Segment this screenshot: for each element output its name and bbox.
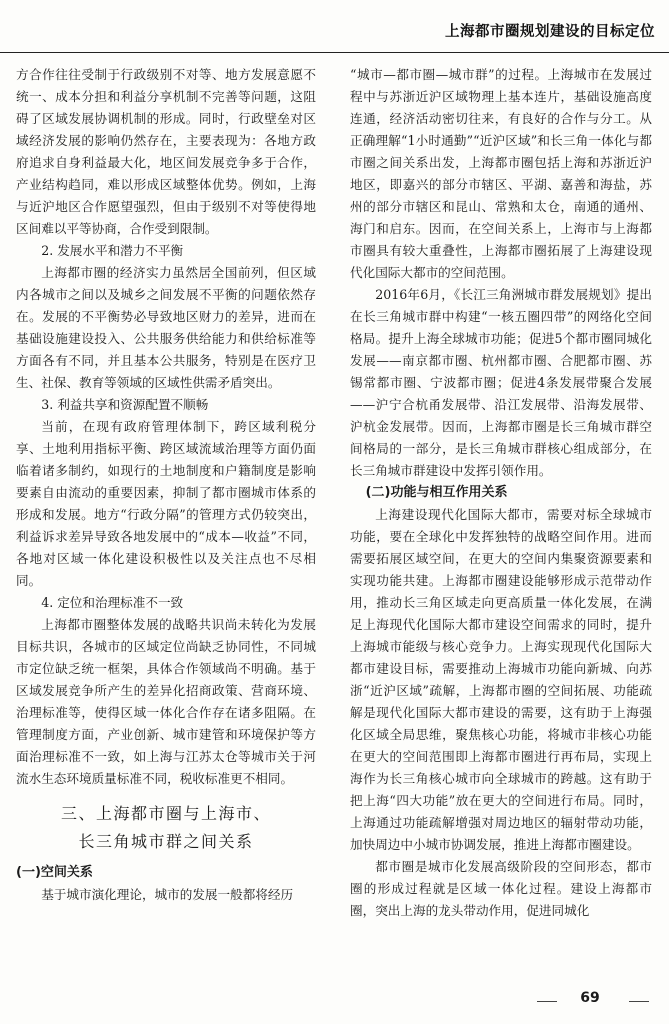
paragraph: 上海建设现代化国际大都市，需要对标全球城市功能，要在全球化中发挥独特的战略空间作用。进而需要拓展区域空间，在更大的空间内集聚资源要素和实现功能共建。上海都市圈建设能够形成示范带动作用，推动长三角区域走向更高质量一体化发展，在满足上海现代化国际大都市建设空间需求的同时，提升上海城市能级与核心竞争力。上海实现现代化国际大都市建设目标，需要推动上海城市功能向新城、向苏浙“近沪区域”疏解，上海都市圈的空间拓展、功能疏解是现代化国际大都市建设的需要，这有助于上海强化区域全局思维，聚焦核心功能，将城市非核心功能在更大的空间范围即上海都市圈进行再布局，实现上海作为长三角核心城市向全球城市的跨越。这有助于把上海“四大功能”放在更大的空间进行布局。同时，上海通过功能疏解增强对周边地区的辐射带动功能，加快周边中小城市协调发展，推进上海都市圈建设。	[350, 507, 652, 852]
section-heading-line-1: 三、上海都市圈与上海市、	[60, 804, 271, 823]
paragraph: 上海都市圈整体发展的战略共识尚未转化为发展目标共识，各城市的区域定位尚缺乏协同性，不同城市定位缺乏统一框架，具体合作领域尚不明确。基于区域发展竞争所产生的差异化招商政策、营商环境、治理标准等，使得区域一体化合作存在诸多阻隔。在管理制度方面，产业创新、城市建管和环境保护等方面治理标准不一致，如上海与江苏太仓等城市关于河流水生态环境质量标准不同，税收标准更不相同。	[16, 617, 316, 786]
section-heading-line-2: 长三角城市群之间关系	[78, 832, 254, 851]
numbered-heading: 4. 定位和治理标准不一致	[41, 595, 184, 610]
right-column	[350, 64, 652, 964]
paragraph: 2016年6月，《长江三角洲城市群发展规划》提出在长三角城市群中构建“一核五圈四带”的网络化空间格局。提升上海全球城市功能；促进5个都市圈同城化发展——南京都市圈、杭州都市圈、合肥都市圈、苏锡常都市圈、宁波都市圈；促进4条发展带聚合发展——沪宁合杭甬发展带、沿江发展带、沿海发展带、沪杭金发展带。因而，上海都市圈是长三角城市群空间格局的一部分，是长三角城市群核心组成部分，在长三角城市群建设中发挥引领作用。	[350, 287, 652, 478]
section-heading	[16, 800, 316, 856]
paragraph: 都市圈是城市化发展高级阶段的空间形态，都市圈的形成过程就是区域一体化过程。建设上海都市圈，突出上海的龙头带动作用，促进同城化	[350, 859, 652, 918]
paragraph: 当前，在现有政府管理体制下，跨区域利税分享、土地利用指标平衡、跨区域流域治理等方面仍面临着诸多制约，如现行的土地制度和户籍制度是影响要素自由流动的重要因素，抑制了都市圈城市体系的形成和发展。地方“行政分隔”的管理方式仍较突出，利益诉求差异导致各地发展中的“成本—收益”不同，各地对区域一体化建设积极性以及关注点也不尽相同。	[16, 419, 316, 588]
page-number: 69	[580, 990, 600, 1006]
footer-dash-right	[629, 1001, 649, 1002]
running-header-title: 上海都市圈规划建设的目标定位	[445, 24, 655, 40]
page-footer	[529, 990, 649, 1014]
paragraph: 基于城市演化理论，城市的发展一般都将经历	[41, 887, 294, 902]
paragraph: 方合作往往受制于行政级别不对等、地方发展意愿不统一、成本分担和利益分享机制不完善等问题，这阻碍了区域发展协调机制的形成。同时，行政壁垒对区域经济发展的影响仍然存在，主要表现为：各地方政府追求自身利益最大化，地区间发展竞争多于合作，产业结构趋同，难以形成区域整体优势。例如，上海与近沪地区合作愿望强烈，但由于级别不对等使得地区间难以平等协商，合作受到限制。	[16, 67, 316, 236]
numbered-heading: 3. 利益共享和资源配置不顺畅	[41, 397, 209, 412]
footer-dash-left	[537, 1001, 557, 1002]
paragraph: 上海都市圈的经济实力虽然居全国前列，但区域内各城市之间以及城乡之间发展不平衡的问题依然存在。发展的不平衡势必导致地区财力的差异，进而在基础设施建设投入、公共服务供给能力和供给标准等方面各有不同，并且基本公共服务，特别是在医疗卫生、社保、教育等领域的区域性供需矛盾突出。	[16, 265, 316, 390]
subsection-heading: (二)功能与相互作用关系	[365, 485, 508, 500]
running-header	[0, 0, 669, 53]
numbered-heading: 2. 发展水平和潜力不平衡	[41, 243, 184, 258]
paragraph: “城市—都市圈—城市群”的过程。上海城市在发展过程中与苏浙近沪区域物理上基本连片，基础设施高度连通，经济活动密切往来，有良好的合作与分工。从正确理解“1小时通勤”“近沪区域”和长三角一体化与都市圈之间关系出发，上海都市圈包括上海和苏浙近沪地区，即嘉兴的部分市辖区、平湖、嘉善和海盐，苏州的部分市辖区和昆山、常熟和太仓，南通的通州、海门和启东。因而，在空间关系上，上海市与上海都市圈具有较大重叠性，上海都市圈拓展了上海建设现代化国际大都市的空间范围。	[350, 67, 652, 280]
left-column	[16, 64, 316, 964]
subsection-heading: (一)空间关系	[16, 865, 93, 880]
